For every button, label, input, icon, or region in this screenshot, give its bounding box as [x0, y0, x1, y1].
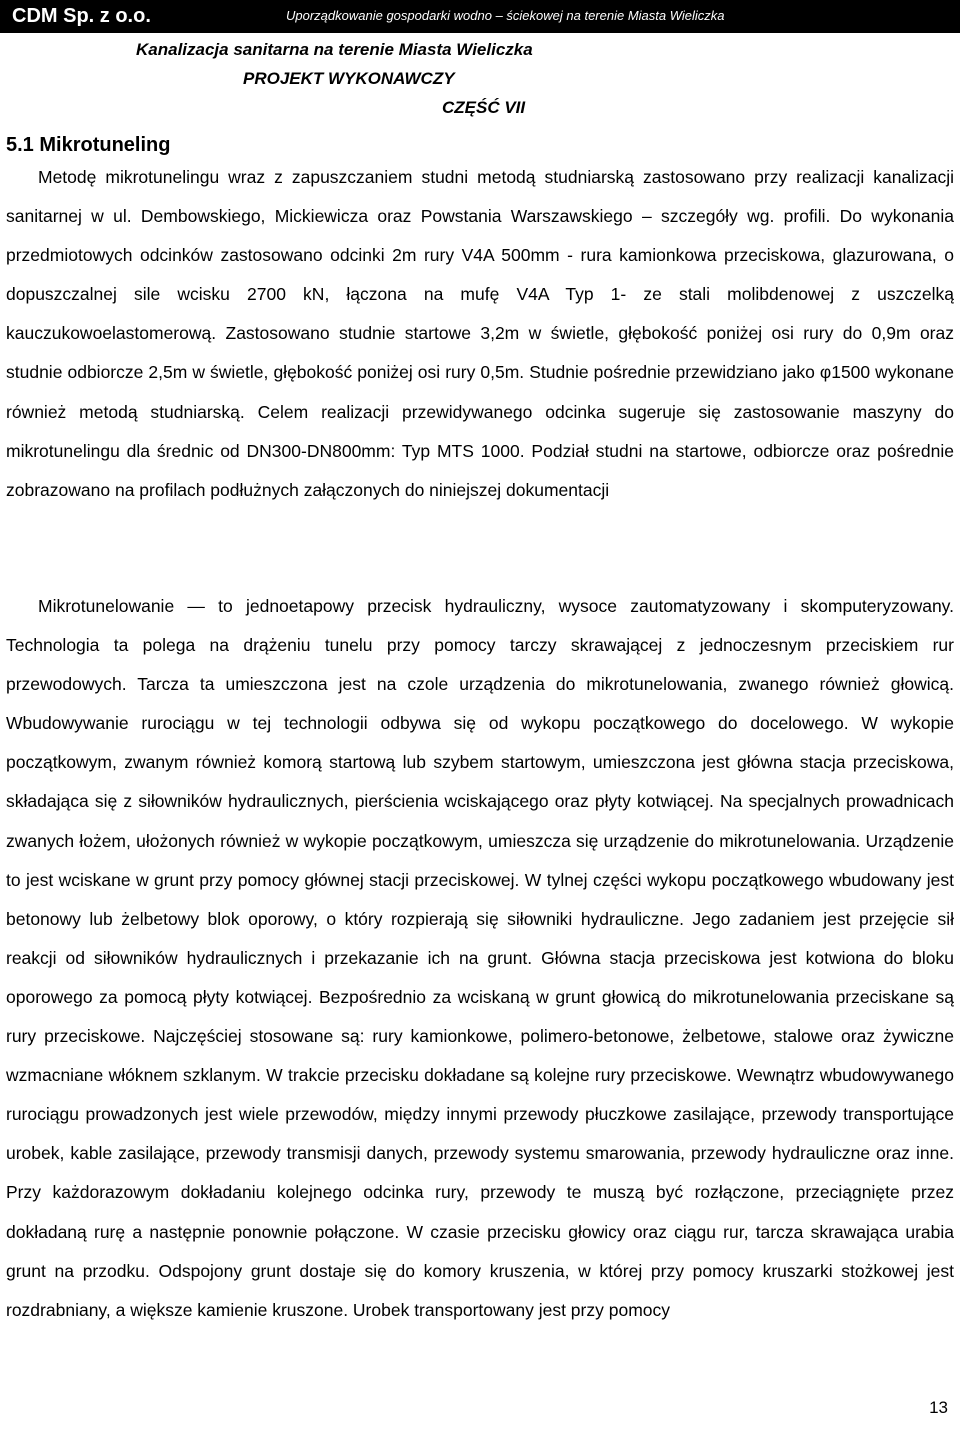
header-bar: [0, 0, 960, 33]
company-name: CDM Sp. z o.o.: [12, 5, 151, 27]
document-part: CZĘŚĆ VII: [442, 98, 526, 117]
project-type: PROJEKT WYKONAWCZY: [243, 69, 455, 88]
document-title: Kanalizacja sanitarna na terenie Miasta Wieliczka: [136, 40, 533, 59]
page-number: 13: [929, 1398, 948, 1417]
project-subtitle: Uporządkowanie gospodarki wodno – ściekowej na terenie Miasta Wieliczka: [286, 8, 725, 23]
section-title: 5.1 Mikrotuneling: [6, 134, 171, 156]
paragraph-microtunneling: Mikrotunelowanie — to jednoetapowy przecisk hydrauliczny, wysoce zautomatyzowany i skomputeryzowany. Technologia ta polega na drążeniu tunelu przy pomocy tarczy skrawającej z jednoczesnym przeciskiem rur przewodowych. Tarcza ta umieszczona jest na czole urządzenia do mikrotunelowania, zwanego również głowicą. Wbudowywanie rurociągu w tej technologii odbywa się od wykopu początkowego do docelowego. W wykopie początkowym, zwanym również komorą startową lub szybem startowym, umieszczona jest główna stacja przeciskowa, składająca się z siłowników hydraulicznych, pierścienia wciskającego oraz płyty kotwiącej. Na specjalnych prowadnicach zwanych łożem, ułożonych również w wykopie początkowym, umieszcza się urządzenie do mikrotunelowania. Urządzenie to jest wciskane w grunt przy pomocy głównej stacji przeciskowej. W tylnej części wykopu początkowego wbudowany jest betonowy lub żelbetowy blok oporowy, o który rozpierają się siłowniki hydrauliczne. Jego zadaniem jest przejęcie sił reakcji od siłowników hydraulicznych i przekazanie ich na grunt. Główna stacja przeciskowa jest kotwiona do bloku oporowego za pomocą płyty kotwiącej. Bezpośrednio za wciskaną w grunt głowicą do mikrotunelowania przeciskane są rury przeciskowe. Najczęściej stosowane są: rury kamionkowe, polimero-betonowe, żelbetowe, stalowe oraz żywiczne wzmacniane włóknem szklanym. W trakcie przecisku dokładane są kolejne rury przeciskowe. Wewnątrz wbudowywanego rurociągu prowadzonych jest wiele przewodów, między innymi przewody płuczkowe zasilające, przewody transportujące urobek, kable zasilające, przewody transmisji danych, przewody systemu smarowania, przewody hydrauliczne oraz inne. Przy każdorazowym dokładaniu kolejnego odcinka rury, przewody te muszą być rozłączone, przeciągnięte przez dokładaną rurę a następnie ponownie połączone. W czasie przecisku głowicy oraz ciągu rur, tarcza skrawająca urabia grunt na przodku. Odspojony grunt dostaje się do komory kruszenia, w której przy pomocy kruszarki stożkowej jest rozdrabniany, a większe kamienie kruszone. Urobek transportowany jest przy pomocy: [6, 596, 954, 1320]
paragraph-methodology: Metodę mikrotunelingu wraz z zapuszczaniem studni metodą studniarską zastosowano przy realizacji kanalizacji sanitarnej w ul. Dembowskiego, Mickiewicza oraz Powstania Warszawskiego – szczegóły wg. profili. Do wykonania przedmiotowych odcinków zastosowano odcinki 2m rury V4A 500mm - rura kamionkowa przeciskowa, glazurowana, o dopuszczalnej sile wcisku 2700 kN, łączona na mufę V4A Typ 1- ze stali molibdenowej z uszczelką kauczukowoelastomerową. Zastosowano studnie startowe 3,2m w świetle, głębokość poniżej osi rury do 0,9m oraz studnie odbiorcze 2,5m w świetle, głębokość poniżej osi rury 0,5m. Studnie pośrednie przewidziano jako φ1500 wykonane również metodą studniarską. Celem realizacji przewidywanego odcinka sugeruje się zastosowanie maszyny do mikrotunelingu dla średnic od DN300-DN800mm: Typ MTS 1000. Podział studni na startowe, odbiorcze oraz pośrednie zobrazowano na profilach podłużnych załączonych do niniejszej dokumentacji: [6, 167, 954, 500]
